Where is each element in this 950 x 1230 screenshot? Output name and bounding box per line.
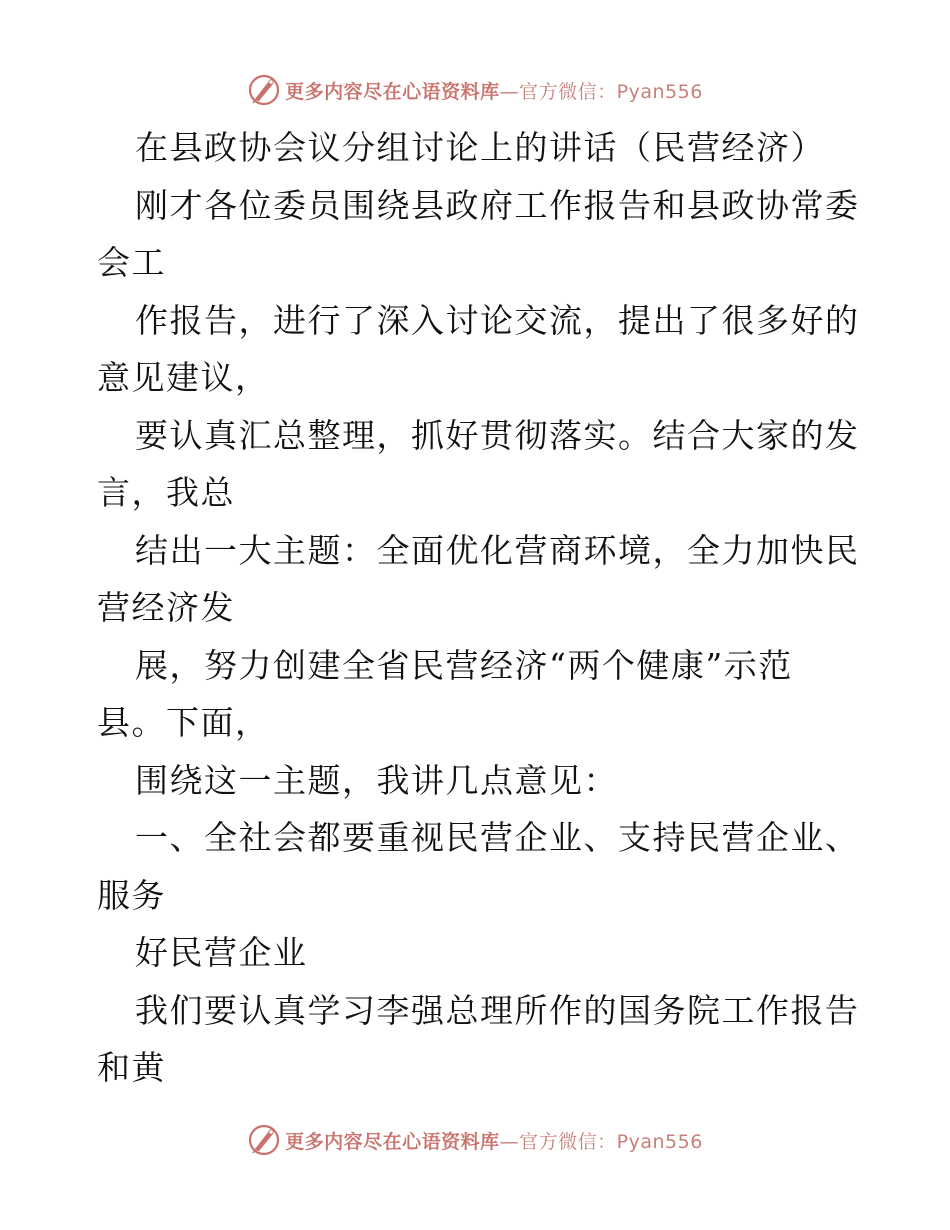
body-line: 结出一大主题：全面优化营商环境，全力加快民 [135, 531, 860, 570]
banner-text [285, 1127, 703, 1154]
banner-suffix: 官方微信：Pyan556 [519, 80, 703, 103]
banner-dash: — [499, 80, 520, 103]
section-heading-continued: 服务 [97, 876, 166, 915]
body-line: 县。下面， [97, 703, 270, 742]
body-line: 刚才各位委员围绕县政府工作报告和县政协常委 [135, 186, 860, 225]
quill-pen-logo-icon [247, 1123, 281, 1157]
body-line: 展，努力创建全省民营经济“两个健康”示范 [135, 646, 793, 685]
section-heading-continued: 好民营企业 [135, 933, 308, 972]
banner-prefix: 更多内容尽在心语资料库 [285, 80, 500, 103]
body-line: 围绕这一主题，我讲几点意见： [135, 761, 618, 800]
section-heading: 一、全社会都要重视民营企业、支持民营企业、 [135, 818, 860, 857]
body-line: 意见建议， [97, 358, 270, 397]
body-line: 作报告，进行了深入讨论交流，提出了很多好的 [135, 301, 860, 340]
document-title: 在县政协会议分组讨论上的讲话（民营经济） [135, 128, 825, 167]
banner-text [285, 77, 703, 104]
body-line: 我们要认真学习李强总理所作的国务院工作报告 [135, 991, 860, 1030]
body-line: 言，我总 [97, 473, 235, 512]
header-banner [0, 70, 950, 110]
quill-pen-logo-icon [247, 73, 281, 107]
body-line: 要认真汇总整理，抓好贯彻落实。结合大家的发 [135, 416, 860, 455]
body-line: 和黄 [97, 1048, 166, 1087]
banner-suffix: 官方微信：Pyan556 [519, 1130, 703, 1153]
banner-dash: — [499, 1130, 520, 1153]
banner-prefix: 更多内容尽在心语资料库 [285, 1130, 500, 1153]
body-line: 会工 [97, 243, 166, 282]
footer-banner [0, 1120, 950, 1160]
body-line: 营经济发 [97, 588, 235, 627]
